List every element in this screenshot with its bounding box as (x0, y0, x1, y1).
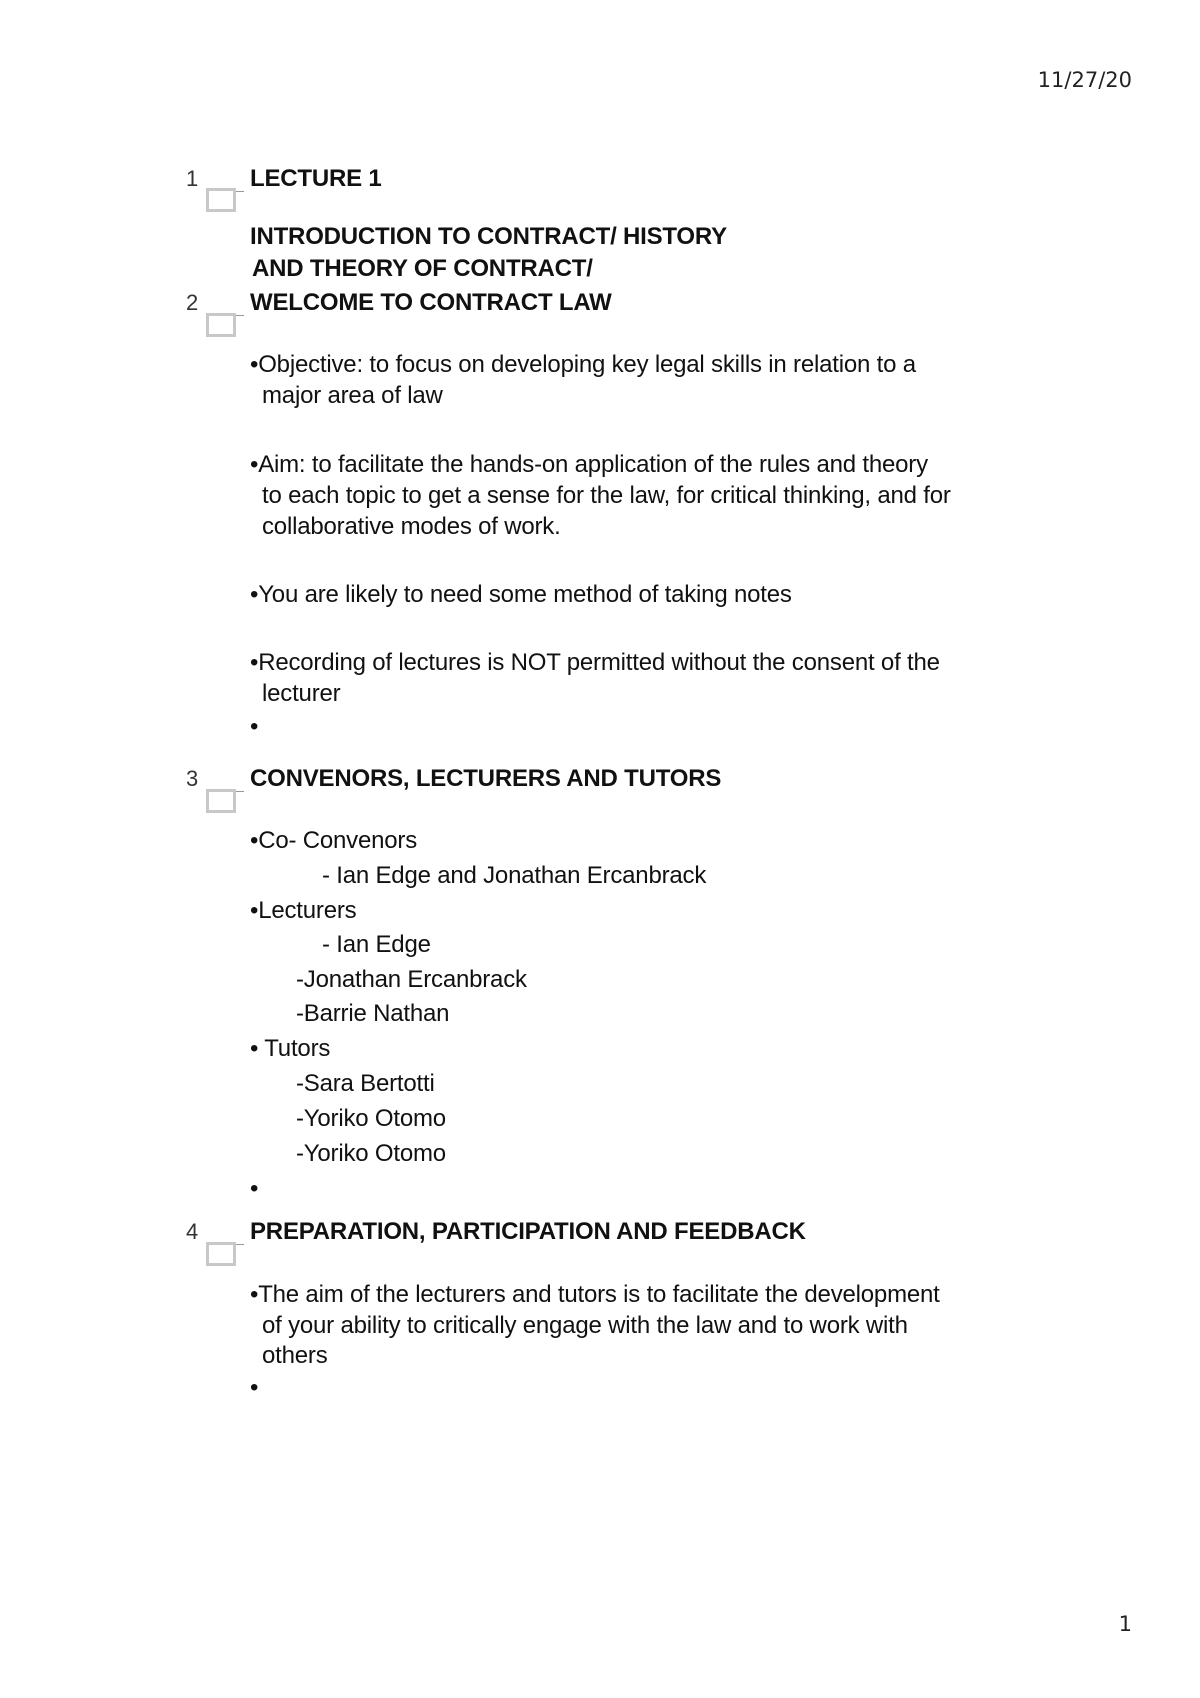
bullet-line: •Lecturers (250, 897, 357, 924)
slide-thumbnail-checkbox[interactable] (206, 1242, 236, 1266)
bullet-line: •Objective: to focus on developing key legal skills in relation to a (250, 351, 916, 378)
bullet-line: -Yoriko Otomo (296, 1140, 446, 1167)
bullet-line: - Ian Edge (322, 931, 431, 958)
bullet-line: •Co- Convenors (250, 827, 418, 854)
slide-number: 2 (186, 290, 199, 315)
page-date: 11/27/20 (1037, 68, 1132, 92)
bullet-line: - Ian Edge and Jonathan Ercanbrack (322, 862, 707, 889)
page-number: 1 (1118, 1612, 1132, 1636)
bullet-line: of your ability to critically engage with the law and to work with (262, 1312, 908, 1339)
bullet-line: •The aim of the lecturers and tutors is to facilitate the development (250, 1281, 940, 1308)
bullet-line: others (262, 1342, 328, 1369)
bullet-line: •Recording of lectures is NOT permitted without the consent of the (250, 649, 940, 676)
bullet-line: • (250, 1175, 259, 1202)
bullet-line: • (250, 1374, 259, 1401)
bullet-line: collaborative modes of work. (262, 513, 561, 540)
bullet-line: • (250, 713, 259, 740)
slide-number: 1 (186, 166, 199, 191)
bullet-line: to each topic to get a sense for the law, for critical thinking, and for (262, 482, 951, 509)
slide-heading-line: INTRODUCTION TO CONTRACT/ HISTORY (250, 223, 727, 250)
bullet-line: major area of law (262, 382, 443, 409)
bullet-line: •You are likely to need some method of taking notes (250, 581, 792, 608)
bullet-line: -Jonathan Ercanbrack (296, 966, 527, 993)
bullet-line: • Tutors (250, 1035, 331, 1062)
slide-title: WELCOME TO CONTRACT LAW (250, 289, 612, 316)
slide-thumbnail-checkbox[interactable] (206, 188, 236, 212)
bullet-line: -Barrie Nathan (296, 1000, 450, 1027)
slide-number: 3 (186, 766, 199, 791)
slide-number: 4 (186, 1219, 199, 1244)
slide-heading-line: AND THEORY OF CONTRACT/ (252, 255, 593, 282)
slide-thumbnail-checkbox[interactable] (206, 313, 236, 337)
slide-thumbnail-checkbox[interactable] (206, 789, 236, 813)
bullet-line: -Yoriko Otomo (296, 1105, 446, 1132)
slide-title: PREPARATION, PARTICIPATION AND FEEDBACK (250, 1218, 806, 1245)
bullet-line: lecturer (262, 680, 341, 707)
bullet-line: -Sara Bertotti (296, 1070, 435, 1097)
bullet-line: •Aim: to facilitate the hands-on application of the rules and theory (250, 451, 928, 478)
slide-heading-line: LECTURE 1 (250, 165, 382, 192)
slide-title: CONVENORS, LECTURERS AND TUTORS (250, 765, 722, 792)
